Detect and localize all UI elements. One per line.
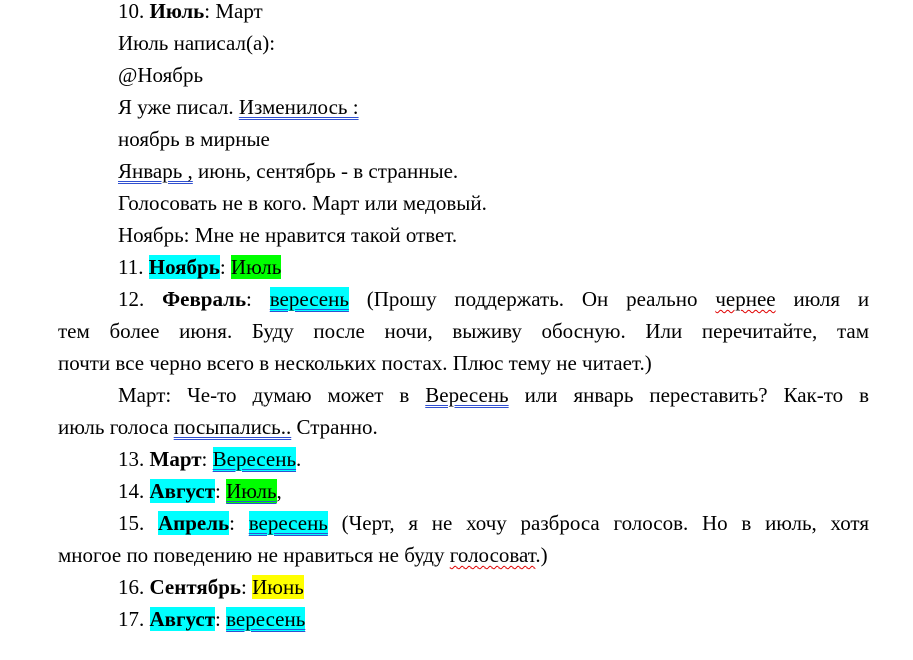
comment-line-2	[58, 412, 378, 442]
quote-line-3	[118, 156, 458, 186]
vote-entry-11	[118, 252, 281, 282]
voter-name: Ноябрь	[148, 255, 220, 279]
entry-number: 17.	[118, 607, 145, 631]
entry-number: 13.	[118, 447, 145, 471]
separator: :	[219, 255, 226, 279]
comment-text: (Черт, я не хочу разброса голосов. Но в июль, хотя	[341, 511, 869, 535]
entry-number: 16.	[118, 575, 145, 599]
spell-underlined-text: голосоват	[449, 543, 536, 567]
quote-text: Я уже писал.	[118, 95, 234, 119]
comment-text: июль голоса	[58, 415, 169, 439]
vote-target: вересень	[269, 287, 349, 311]
quote-author-line: Июль написал(а):	[118, 31, 276, 55]
voter-name: Август	[149, 479, 216, 503]
separator: :	[204, 0, 211, 23]
vote-target: Июль	[226, 479, 277, 503]
entry-number: 11.	[118, 255, 144, 279]
comment-text: Март: Че-то думаю может в	[118, 383, 410, 407]
separator: :	[215, 479, 221, 503]
entry-number: 15.	[118, 511, 145, 535]
quote-line-2: ноябрь в мирные	[118, 127, 270, 151]
comment-line-1	[58, 380, 869, 410]
grammar-underlined-text: посыпались..	[173, 415, 292, 439]
quote-line-4: Голосовать не в кого. Март или медовый.	[118, 191, 487, 215]
vote-target: Июнь	[252, 575, 304, 599]
separator: :	[241, 575, 247, 599]
voter-name: Сентябрь	[149, 575, 242, 599]
vote-entry-12	[58, 284, 869, 314]
comment-text: многое по поведению не нравиться не буду	[58, 543, 445, 567]
punctuation: ,	[276, 479, 282, 503]
punctuation: .	[296, 447, 302, 471]
vote-entry-16	[118, 572, 304, 602]
voter-name: Март	[149, 447, 202, 471]
comment-text: (Прошу поддержать. Он реально	[366, 287, 698, 311]
entry-12-line-2: тем более июня. Буду после ночи, выживу обосную. Или перечитайте, там	[58, 319, 869, 343]
entry-number: 10.	[118, 0, 145, 23]
voter-name: Апрель	[157, 511, 230, 535]
vote-entry-13	[118, 444, 301, 474]
vote-target: Июль	[230, 255, 282, 279]
grammar-underlined-text: Январь ,	[118, 159, 193, 183]
entry-12-line-3: почти все черно всего в нескольких постах. Плюс тему не читает.)	[58, 351, 652, 375]
comment-text: или январь переставить? Как-то в	[524, 383, 869, 407]
quote-line-1	[118, 92, 359, 122]
vote-target: вересень	[226, 607, 306, 631]
reply-line: Ноябрь: Мне не нравится такой ответ.	[118, 223, 458, 247]
separator: :	[215, 607, 221, 631]
voter-name: Август	[149, 607, 216, 631]
grammar-underlined-text: Изменилось :	[238, 95, 359, 119]
vote-entry-10	[118, 0, 263, 26]
separator: :	[246, 287, 252, 311]
entry-15-line-2	[58, 540, 548, 570]
comment-text: Странно.	[296, 415, 378, 439]
comment-text: июля и	[793, 287, 870, 311]
entry-number: 12.	[118, 287, 145, 311]
voter-name: Февраль	[162, 287, 247, 311]
punctuation: .)	[535, 543, 548, 567]
vote-target: Вересень	[212, 447, 297, 471]
mention: @Ноябрь	[118, 63, 204, 87]
vote-target: вересень	[248, 511, 328, 535]
separator: :	[201, 447, 208, 471]
spell-underlined-text: чернее	[715, 287, 776, 311]
vote-entry-14	[118, 476, 282, 506]
grammar-underlined-text: Вересень	[425, 383, 509, 407]
separator: :	[229, 511, 235, 535]
vote-entry-17	[118, 604, 305, 634]
quote-text: июнь, сентябрь - в странные.	[192, 159, 459, 183]
entry-number: 14.	[118, 479, 145, 503]
voter-name: Июль	[149, 0, 205, 23]
vote-target: Март	[215, 0, 263, 23]
vote-entry-15	[58, 508, 869, 538]
